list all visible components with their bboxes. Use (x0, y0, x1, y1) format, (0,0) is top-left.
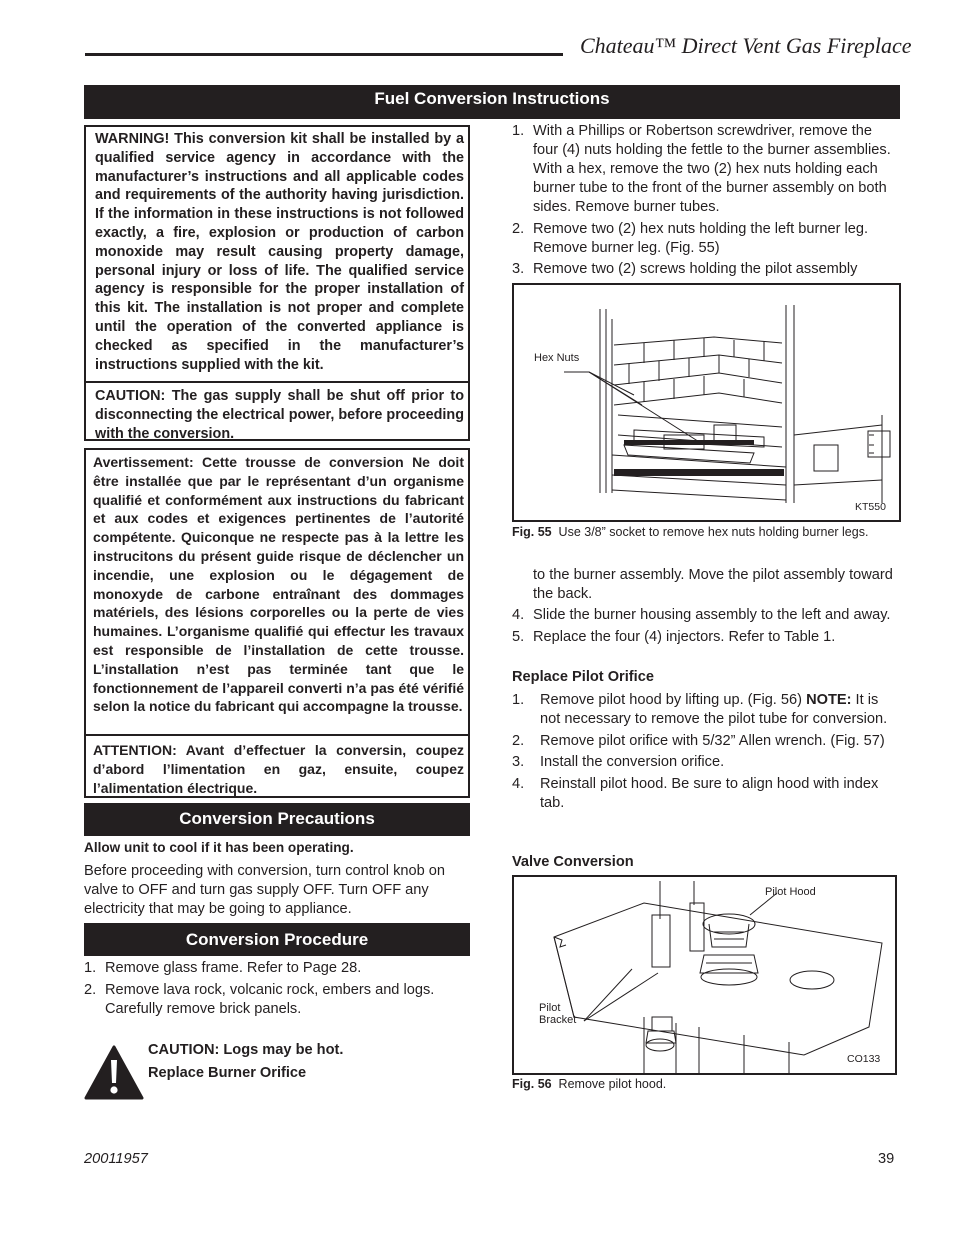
step-3-continued: to the burner assembly. Move the pilot assembly toward the back. (533, 567, 893, 602)
figure-55-caption: Fig. 55 Use 3/8” socket to remove hex nuts holding burner legs. (512, 525, 869, 539)
procedure-steps-list (84, 959, 470, 1021)
fireplace-firebox-illustration (514, 285, 899, 520)
precaution-body: Before proceeding with conversion, turn control knob on valve to OFF and turn gas supply OFF. Turn OFF any electricity that may be going to appliance. (84, 863, 446, 917)
figure-code-kt550: KT550 (855, 501, 886, 513)
warning-box-english (84, 125, 470, 441)
warning-text-french: Avertissement: Cette trousse de conversion Ne doit être installée que par le représentant d’un organisme qualifié et conformément aux instructions du fabricant et aux codes et exigences pertinentes de l’autorité compétente. Quiconque ne respecte pas à la lettre les instrucitons du présent guide risque de déclencher un incendie, une explosion ou le dégagement de monoxyde de carbone entraînant des dommages matériels, des lésions corporelles ou la perte de vies humaines. L’organisme qualifié qui effectur les travaux est responsible de l’installation de cette trousse. L’installation n’est pas terminée tant que le fonctionnement de l’appareil converti n’a pas été vérifié selon la notice du fabricant qui accompagne la trousse. (93, 454, 464, 715)
section-banner-precautions: Conversion Precautions (84, 803, 470, 836)
list-item: 5. Replace the four (4) injectors. Refer to Table 1. (512, 628, 836, 645)
subhead-replace-burner-orifice: Replace Burner Orifice (148, 1065, 307, 1081)
list-item: 3. Install the conversion orifice. (512, 754, 725, 770)
list-item: 1. Remove pilot hood by lifting up. (Fig. 56) NOTE: It is not necessary to remove the pilot tube for conversion. (512, 692, 888, 727)
pilot-assembly-illustration (514, 877, 895, 1073)
callout-hex-nuts: Hex Nuts (534, 352, 580, 364)
list-item: 2. Remove lava rock, volcanic rock, embers and logs. Carefully remove brick panels. (84, 981, 435, 1017)
figure-code-co133: CO133 (847, 1053, 881, 1065)
list-item: 1. Remove glass frame. Refer to Page 28. (84, 960, 362, 976)
subhead-valve-conversion: Valve Conversion (512, 854, 634, 870)
section-banner-fuel-conversion: Fuel Conversion Instructions (84, 85, 900, 119)
caution-text-english: CAUTION: The gas supply shall be shut off prior to disconnecting the electrical power, before proceeding with the conversion. (86, 381, 468, 446)
header-rule (85, 53, 563, 56)
precaution-bold-line: Allow unit to cool if it has been operating. (84, 840, 354, 855)
attention-text-french: ATTENTION: Avant d’effectuer la conversin, coupez d’abord l’limentation en gaz, ensuite, coupez l’alimentation électrique. (86, 734, 468, 800)
burner-steps-list-b (512, 606, 900, 649)
warning-box-french (84, 448, 470, 798)
figure-56-caption: Fig. 56 Remove pilot hood. (512, 1077, 667, 1091)
warning-text-english: WARNING! This conversion kit shall be installed by a qualified service agency in accordance with the manufacturer’s instructions and all applicable codes and requirements of the authority having jurisdiction. If the information in these instructions is not followed exactly, a fire, explosion or production of carbon monoxide may result causing property damage, personal injury or loss of life. The qualified service agency is responsible for the proper installation of this kit. The installation is not proper and complete until the operation of the converted appliance is checked as specified in the manufacturer’s instructions supplied with the kit. (95, 131, 464, 373)
callout-pilot-bracket: Pilot Bracket (539, 1002, 577, 1026)
figure-56 (512, 875, 897, 1075)
footer-document-number: 20011957 (84, 1151, 148, 1167)
subhead-replace-pilot-orifice: Replace Pilot Orifice (512, 669, 654, 685)
pilot-steps-list (512, 691, 900, 815)
figure-55 (512, 283, 901, 522)
warning-triangle-icon (84, 1045, 144, 1100)
caution-logs-hot: CAUTION: Logs may be hot. (148, 1042, 344, 1058)
page-header-title: Chateau™ Direct Vent Gas Fireplace (580, 33, 912, 58)
footer-page-number: 39 (878, 1151, 895, 1167)
list-item: 4. Slide the burner housing assembly to the left and away. (512, 607, 891, 623)
section-banner-procedure: Conversion Procedure (84, 923, 470, 956)
list-item: 1. With a Phillips or Robertson screwdriver, remove the four (4) nuts holding the fettle to the burner assemblies. With a hex, remove the two (2) hex nuts holding each burner tube to the front of the burner assembly on both sides. Remove burner tubes. (512, 123, 891, 215)
list-item: 2. Remove pilot orifice with 5/32” Allen wrench. (Fig. 57) (512, 732, 885, 749)
list-item: 2. Remove two (2) hex nuts holding the left burner leg. Remove burner leg. (Fig. 55) (512, 220, 869, 256)
list-item: 4. Reinstall pilot hood. Be sure to align hood with index tab. (512, 775, 879, 811)
burner-steps-list-a (512, 122, 900, 282)
callout-pilot-hood: Pilot Hood (765, 886, 816, 898)
list-item: 3. Remove two (2) screws holding the pilot assembly (512, 261, 858, 277)
